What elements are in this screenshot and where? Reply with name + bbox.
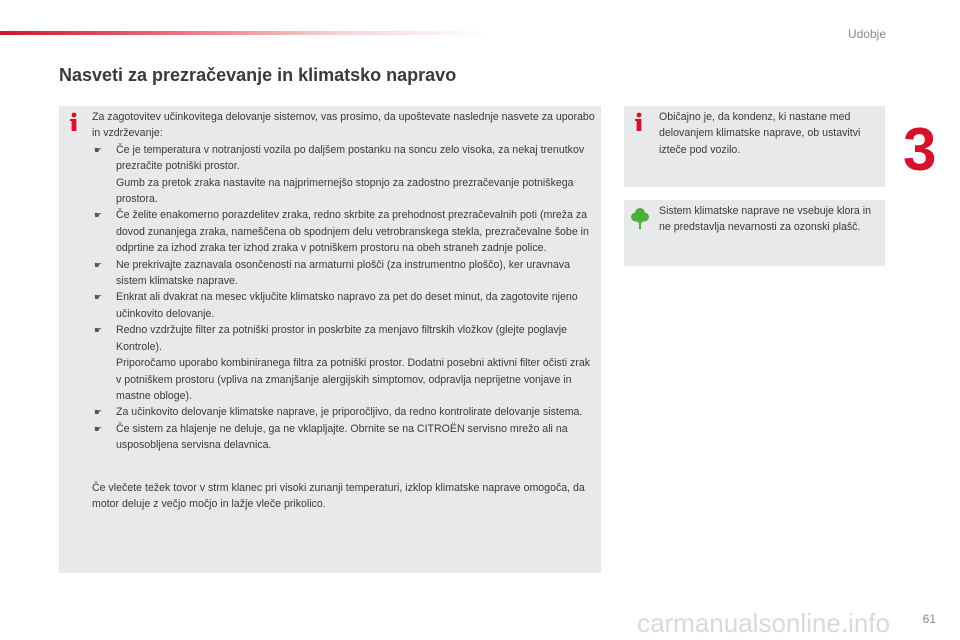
closing-text: Če vlečete težek tovor v strm klanec pri visoki zunanji temperaturi, izklop klimatske naprave omogoča, da motor deluje z večjo močjo in lažje vleče prikolico.	[92, 481, 585, 510]
info-icon	[632, 112, 646, 132]
side-info-panel	[624, 106, 885, 187]
info-icon	[67, 112, 81, 132]
main-info-panel	[59, 106, 601, 573]
page-number: 61	[922, 612, 936, 626]
tip-text: Enkrat ali dvakrat na mesec vključite klimatsko napravo za pet do deset minut, da zagotovite njeno učinkovito delovanje.	[116, 291, 578, 320]
section-label: Udobje	[847, 27, 886, 41]
pointer-bullet-icon: ☛	[94, 325, 103, 336]
list-item	[92, 404, 597, 420]
main-panel-text	[92, 109, 597, 512]
page-title: Nasveti za prezračevanje in klimatsko napravo	[59, 65, 457, 85]
leaf-icon	[630, 206, 650, 230]
tip-text: Če sistem za hlajenje ne deluje, ga ne vklapljajte. Obrnite se na CITROËN servisno mrežo ali na usposobljena servisna delavnica.	[116, 422, 568, 452]
pointer-bullet-icon: ☛	[94, 407, 103, 418]
tip-extra: Priporočamo uporabo kombiniranega filtra za potniški prostor. Dodatni posebni aktivni filter očisti zrak v potniškem prostoru (vpliva na zmanjšanje alergijskih simptomov, odpravlja neprijetne vonjave in mastne obloge).	[116, 357, 591, 402]
tips-list	[92, 142, 597, 454]
list-item	[92, 207, 597, 256]
watermark: carmanualsonline.info	[637, 608, 890, 638]
pointer-bullet-icon: ☛	[94, 292, 103, 303]
eco-info-panel	[624, 200, 885, 266]
pointer-bullet-icon: ☛	[94, 210, 103, 221]
list-item	[92, 257, 597, 290]
tip-text: Redno vzdržujte filter za potniški prostor in poskrbite za menjavo filtrskih vložkov (glejte poglavje Kontrole).	[116, 324, 568, 353]
intro-text: Za zagotovitev učinkovitega delovanje sistemov, vas prosimo, da upoštevate naslednje nasvete za uporabo in vzdrževanje:	[92, 111, 595, 140]
tip-text: Za učinkovito delovanje klimatske naprave, je priporočljivo, da redno kontrolirate delovanje sistema.	[116, 406, 583, 419]
tip-text: Če želite enakomerno porazdelitev zraka, redno skrbite za prehodnost prezračevalnih poti (mreža za dovod zunanjega zraka, nameščena ob spodnjem delu vetrobranskega stekla, prezračevalne šobe in odprtine za izhod zraka ter izhod zraka v potniškem prostoru na obeh straneh zadnje police.	[116, 209, 589, 255]
list-item	[92, 421, 597, 454]
list-item	[92, 322, 597, 404]
list-item	[92, 142, 597, 208]
chapter-number: 3	[903, 116, 937, 183]
eco-panel-text: Sistem klimatske naprave ne vsebuje klora in ne predstavlja nevarnosti za ozonski plašč.	[659, 205, 871, 234]
header-accent-bar	[0, 31, 490, 35]
side-panel-text: Običajno je, da kondenz, ki nastane med delovanjem klimatske naprave, ob ustavitvi izteče pod vozilo.	[659, 111, 861, 156]
tip-extra: Gumb za pretok zraka nastavite na najprimernejšo stopnjo za zadostno prezračevanje potniškega prostora.	[116, 176, 574, 206]
pointer-bullet-icon: ☛	[94, 144, 103, 155]
pointer-bullet-icon: ☛	[94, 259, 103, 270]
list-item	[92, 289, 597, 322]
tip-text: Če je temperatura v notranjosti vozila po daljšem postanku na soncu zelo visoka, za nekaj trenutkov prezračite potniški prostor.	[116, 143, 585, 173]
tip-text: Ne prekrivajte zaznavala osončenosti na armaturni plošči (za instrumentno ploščo), ker uravnava sistem klimatske naprave.	[116, 258, 570, 288]
pointer-bullet-icon: ☛	[94, 423, 103, 434]
